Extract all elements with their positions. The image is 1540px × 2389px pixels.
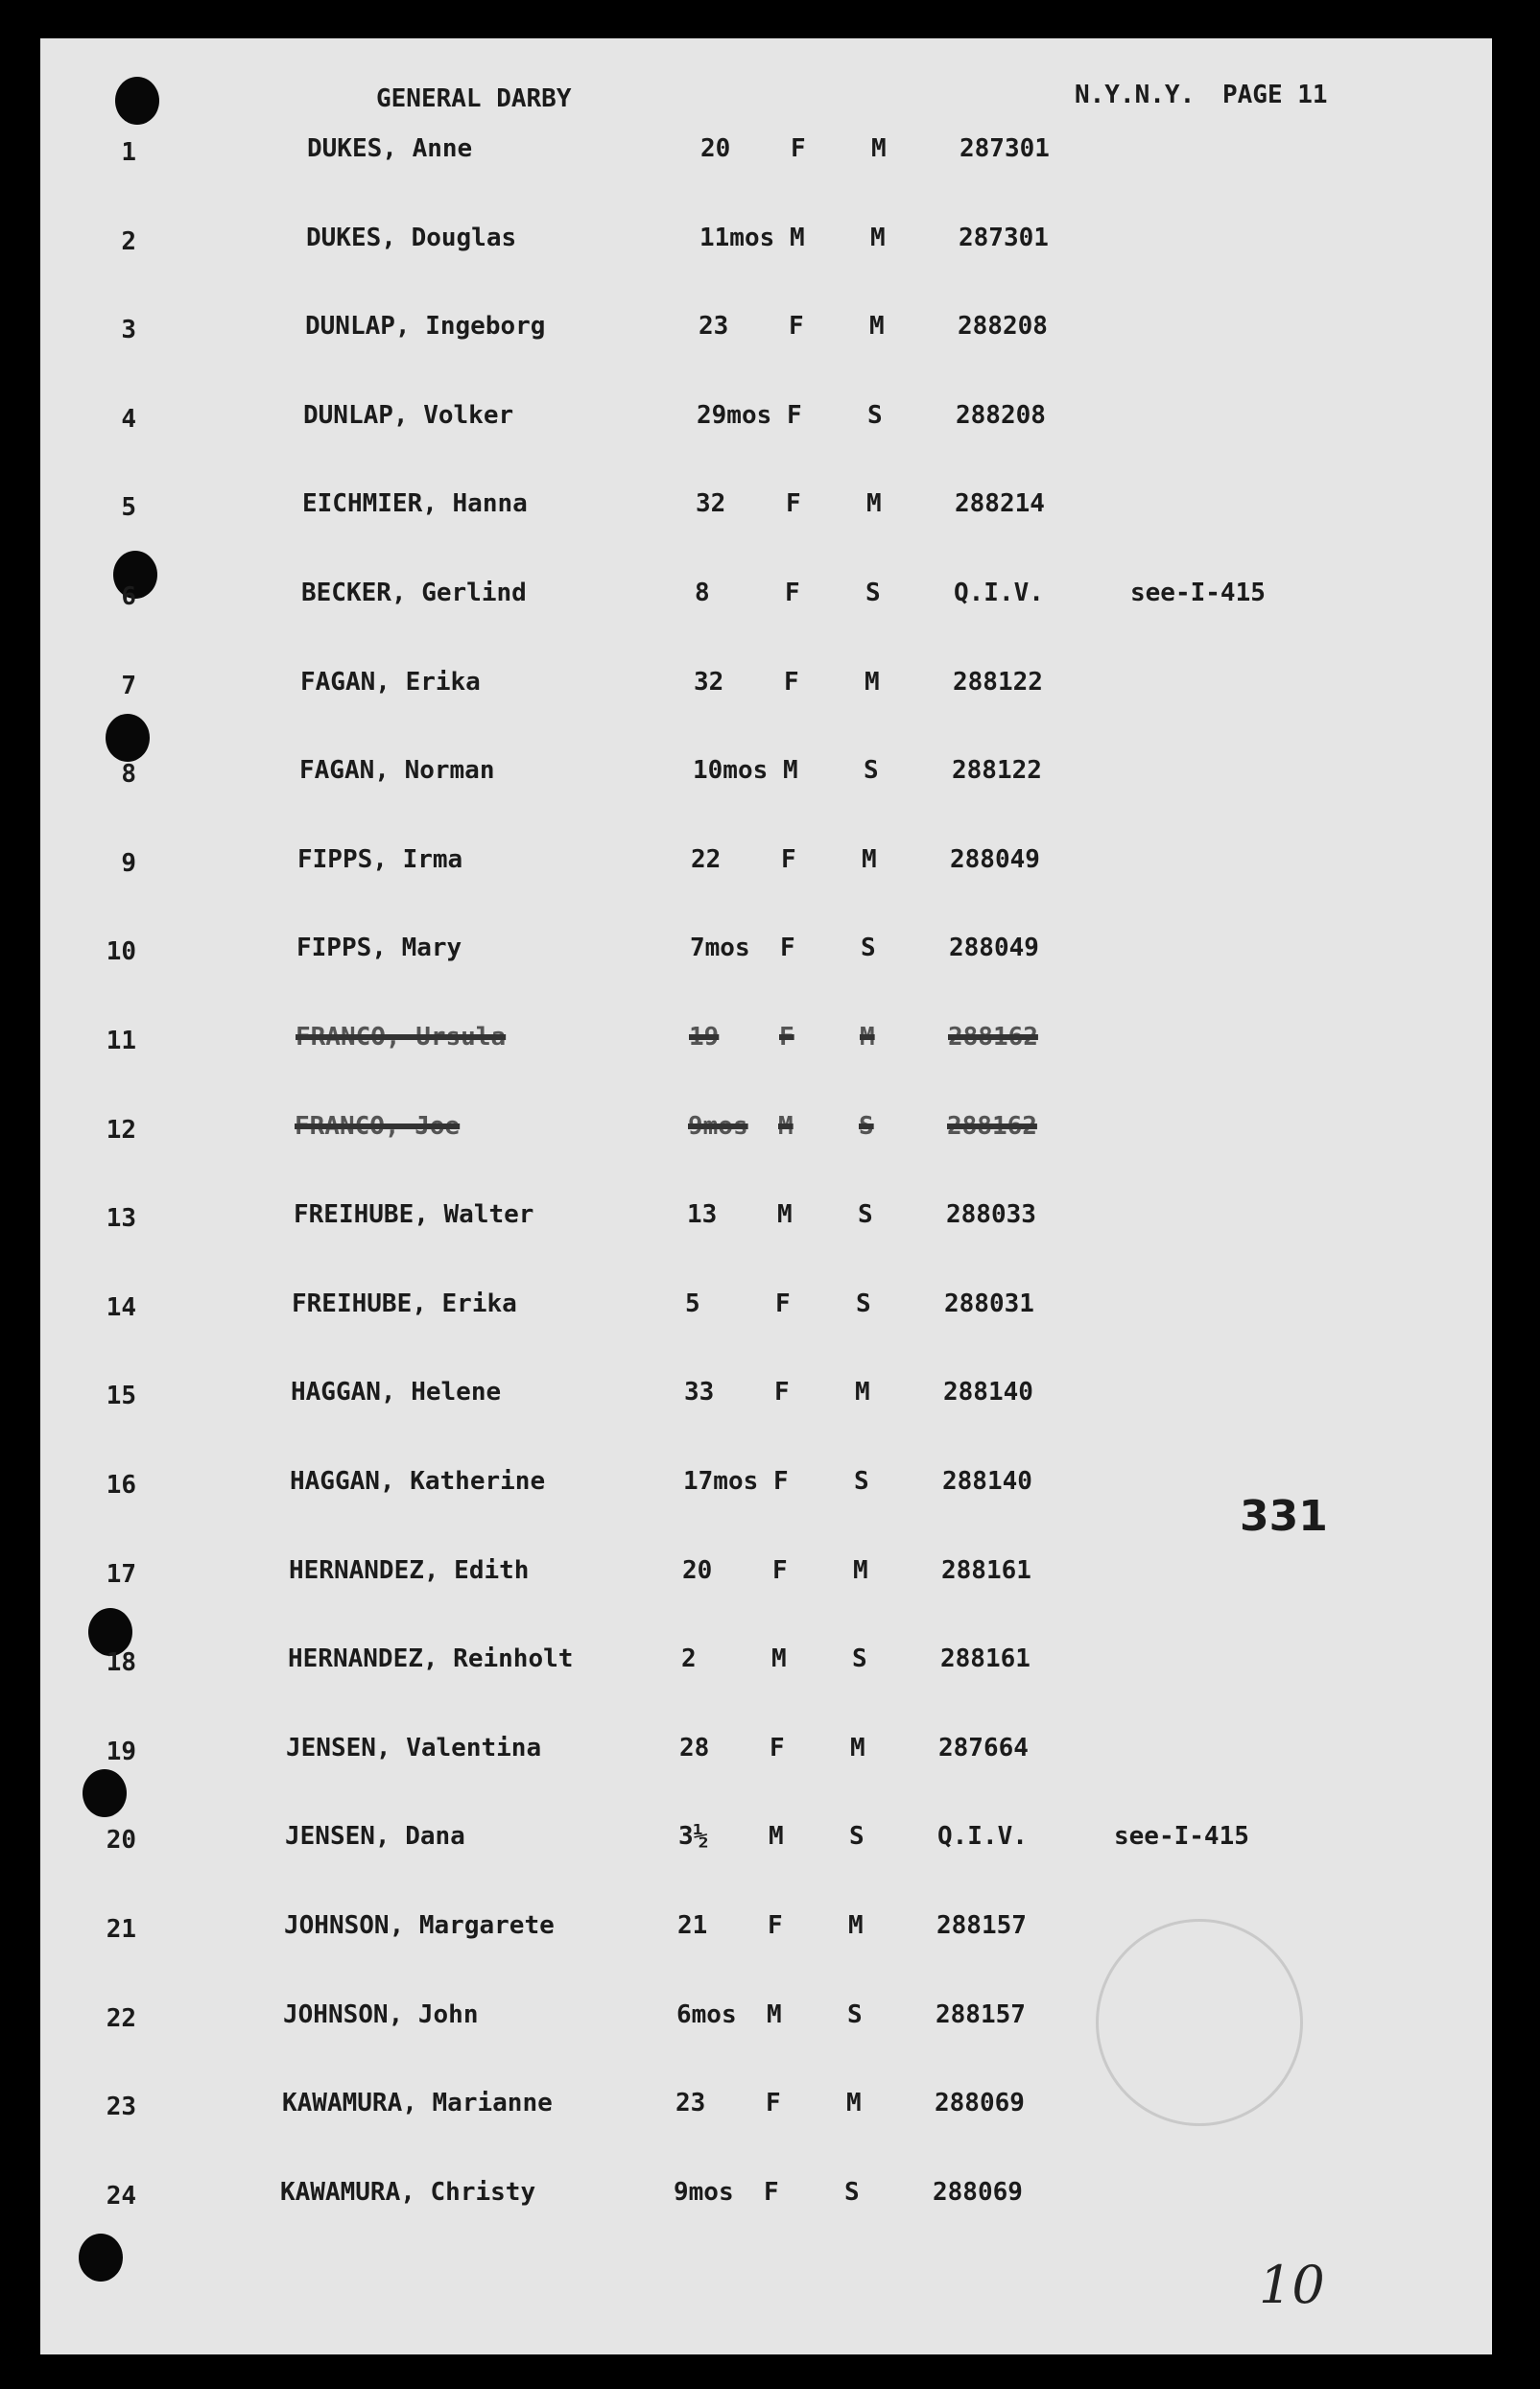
passenger-id: Q.I.V.: [937, 1822, 1028, 1851]
handwritten-number: 10: [1259, 2255, 1325, 2315]
passenger-age: 9mos: [688, 1112, 748, 1141]
passenger-age: 29mos: [697, 401, 772, 430]
marital-status: S: [858, 1200, 873, 1229]
marital-status: M: [853, 1556, 868, 1585]
passenger-sex: F: [768, 1911, 783, 1940]
passenger-sex: M: [778, 1112, 794, 1141]
passenger-id: Q.I.V.: [954, 579, 1044, 607]
passenger-age: 19: [689, 1023, 720, 1052]
punch-hole: [83, 1769, 127, 1817]
passenger-sex: F: [785, 579, 800, 607]
passenger-sex: F: [766, 2089, 781, 2117]
passenger-age: 20: [700, 134, 731, 163]
marital-status: S: [844, 2178, 860, 2207]
passenger-age: 32: [694, 668, 724, 697]
passenger-age: 17mos: [683, 1467, 759, 1496]
passenger-id: 288069: [935, 2089, 1025, 2117]
marital-status: S: [867, 401, 883, 430]
passenger-name: DUKES, Douglas: [306, 224, 517, 252]
marital-status: M: [846, 2089, 862, 2117]
passenger-id: 288122: [953, 668, 1043, 697]
passenger-age: 9mos: [674, 2178, 734, 2207]
passenger-name: FRANCO, Joe: [295, 1112, 461, 1141]
passenger-sex: F: [789, 312, 804, 341]
passenger-id: 288162: [947, 1112, 1037, 1141]
passenger-name: KAWAMURA, Christy: [280, 2178, 536, 2207]
passenger-name: HAGGAN, Helene: [291, 1378, 502, 1407]
passenger-name: HERNANDEZ, Reinholt: [288, 1644, 574, 1673]
marital-status: M: [871, 134, 887, 163]
punch-hole: [79, 2234, 123, 2282]
row-number: 10: [106, 937, 136, 966]
stamp-number: 331: [1240, 1492, 1328, 1541]
passenger-id: 288140: [942, 1467, 1032, 1496]
passenger-name: JENSEN, Dana: [285, 1822, 465, 1851]
remark-note: see-I-415: [1114, 1822, 1249, 1851]
passenger-sex: F: [774, 1378, 790, 1407]
passenger-name: FIPPS, Mary: [296, 934, 462, 962]
passenger-name: FAGAN, Norman: [299, 756, 495, 785]
marital-status: S: [852, 1644, 867, 1673]
passenger-id: 288161: [941, 1556, 1031, 1585]
page-number: PAGE 11: [1222, 81, 1328, 109]
row-number: 9: [121, 849, 136, 878]
passenger-sex: M: [767, 2000, 782, 2029]
passenger-id: 288049: [949, 934, 1039, 962]
passenger-id: 288069: [933, 2178, 1023, 2207]
row-number: 23: [106, 2093, 136, 2121]
row-number: 5: [121, 493, 136, 522]
marital-status: S: [859, 1112, 874, 1141]
passenger-age: 28: [679, 1734, 710, 1762]
passenger-age: 5: [685, 1289, 700, 1318]
ship-name: GENERAL DARBY: [376, 84, 572, 113]
marital-status: M: [848, 1911, 864, 1940]
passenger-name: FAGAN, Erika: [300, 668, 481, 697]
passenger-name: JOHNSON, Margarete: [284, 1911, 555, 1940]
passenger-sex: M: [771, 1644, 787, 1673]
passenger-age: 8: [695, 579, 710, 607]
passenger-sex: M: [783, 756, 798, 785]
passenger-age: 2: [681, 1644, 697, 1673]
passenger-age: 21: [677, 1911, 708, 1940]
passenger-sex: F: [770, 1734, 785, 1762]
passenger-id: 288157: [936, 2000, 1026, 2029]
row-number: 19: [106, 1738, 136, 1766]
passenger-sex: F: [779, 1023, 794, 1052]
marital-status: M: [862, 845, 877, 874]
passenger-id: 288157: [936, 1911, 1027, 1940]
marital-status: S: [849, 1822, 865, 1851]
row-number: 24: [106, 2182, 136, 2211]
passenger-id: 288208: [956, 401, 1046, 430]
passenger-name: FIPPS, Irma: [297, 845, 463, 874]
row-number: 11: [106, 1027, 136, 1055]
marital-status: S: [856, 1289, 871, 1318]
passenger-sex: F: [780, 934, 795, 962]
passenger-name: FREIHUBE, Walter: [294, 1200, 534, 1229]
passenger-sex: M: [777, 1200, 793, 1229]
passenger-sex: F: [764, 2178, 779, 2207]
marital-status: M: [865, 668, 880, 697]
passenger-age: 11mos: [699, 224, 775, 252]
passenger-age: 33: [684, 1378, 715, 1407]
passenger-sex: F: [787, 401, 802, 430]
marital-status: M: [870, 224, 886, 252]
punch-hole: [115, 77, 159, 125]
passenger-age: 7mos: [690, 934, 750, 962]
passenger-sex: F: [786, 489, 801, 518]
passenger-age: 23: [675, 2089, 706, 2117]
marital-status: S: [864, 756, 879, 785]
passenger-age: 23: [699, 312, 729, 341]
row-number: 16: [106, 1471, 136, 1500]
passenger-id: 287301: [959, 224, 1049, 252]
passenger-id: 288162: [948, 1023, 1038, 1052]
row-number: 7: [121, 672, 136, 700]
passenger-age: 10mos: [693, 756, 769, 785]
row-number: 15: [106, 1382, 136, 1410]
marital-status: S: [854, 1467, 869, 1496]
row-number: 8: [121, 760, 136, 789]
passenger-name: HAGGAN, Katherine: [290, 1467, 546, 1496]
row-number: 18: [106, 1648, 136, 1677]
passenger-sex: F: [784, 668, 799, 697]
row-number: 6: [121, 582, 136, 611]
faded-stamp: [1096, 1919, 1303, 2126]
marital-status: M: [869, 312, 885, 341]
marital-status: S: [847, 2000, 863, 2029]
marital-status: S: [861, 934, 876, 962]
marital-status: M: [850, 1734, 865, 1762]
document-page: [40, 38, 1492, 2354]
passenger-name: JENSEN, Valentina: [286, 1734, 542, 1762]
passenger-name: BECKER, Gerlind: [301, 579, 527, 607]
passenger-sex: F: [781, 845, 796, 874]
passenger-id: 288161: [940, 1644, 1031, 1673]
passenger-name: DUKES, Anne: [307, 134, 473, 163]
row-number: 1: [121, 138, 136, 167]
passenger-id: 288031: [944, 1289, 1034, 1318]
passenger-age: 13: [687, 1200, 718, 1229]
row-number: 21: [106, 1915, 136, 1944]
passenger-id: 288033: [946, 1200, 1036, 1229]
passenger-age: 3½: [678, 1822, 709, 1851]
row-number: 2: [121, 227, 136, 256]
passenger-name: JOHNSON, John: [283, 2000, 479, 2029]
row-number: 17: [106, 1560, 136, 1589]
row-number: 12: [106, 1116, 136, 1145]
marital-status: M: [866, 489, 882, 518]
row-number: 3: [121, 316, 136, 344]
row-number: 22: [106, 2004, 136, 2033]
passenger-id: 288208: [958, 312, 1048, 341]
passenger-age: 20: [682, 1556, 713, 1585]
row-number: 14: [106, 1293, 136, 1322]
passenger-name: KAWAMURA, Marianne: [282, 2089, 553, 2117]
marital-status: M: [860, 1023, 875, 1052]
passenger-sex: M: [790, 224, 805, 252]
passenger-name: EICHMIER, Hanna: [302, 489, 528, 518]
marital-status: M: [855, 1378, 870, 1407]
punch-hole: [106, 714, 150, 762]
remark-note: see-I-415: [1130, 579, 1266, 607]
row-number: 20: [106, 1826, 136, 1855]
passenger-age: 32: [696, 489, 726, 518]
passenger-sex: F: [772, 1556, 788, 1585]
passenger-id: 288122: [952, 756, 1042, 785]
passenger-sex: F: [775, 1289, 791, 1318]
row-number: 4: [121, 405, 136, 434]
passenger-name: DUNLAP, Ingeborg: [305, 312, 546, 341]
passenger-id: 288140: [943, 1378, 1033, 1407]
passenger-id: 287664: [938, 1734, 1029, 1762]
marital-status: S: [865, 579, 881, 607]
passenger-age: 6mos: [676, 2000, 737, 2029]
passenger-id: 288214: [955, 489, 1045, 518]
passenger-name: FREIHUBE, Erika: [292, 1289, 517, 1318]
passenger-sex: F: [773, 1467, 789, 1496]
port-code: N.Y.N.Y.: [1075, 81, 1196, 109]
passenger-id: 288049: [950, 845, 1040, 874]
passenger-sex: M: [769, 1822, 784, 1851]
passenger-sex: F: [791, 134, 806, 163]
passenger-name: DUNLAP, Volker: [303, 401, 514, 430]
row-number: 13: [106, 1204, 136, 1233]
passenger-name: HERNANDEZ, Edith: [289, 1556, 530, 1585]
passenger-name: FRANCO, Ursula: [296, 1023, 507, 1052]
passenger-id: 287301: [960, 134, 1050, 163]
passenger-age: 22: [691, 845, 722, 874]
